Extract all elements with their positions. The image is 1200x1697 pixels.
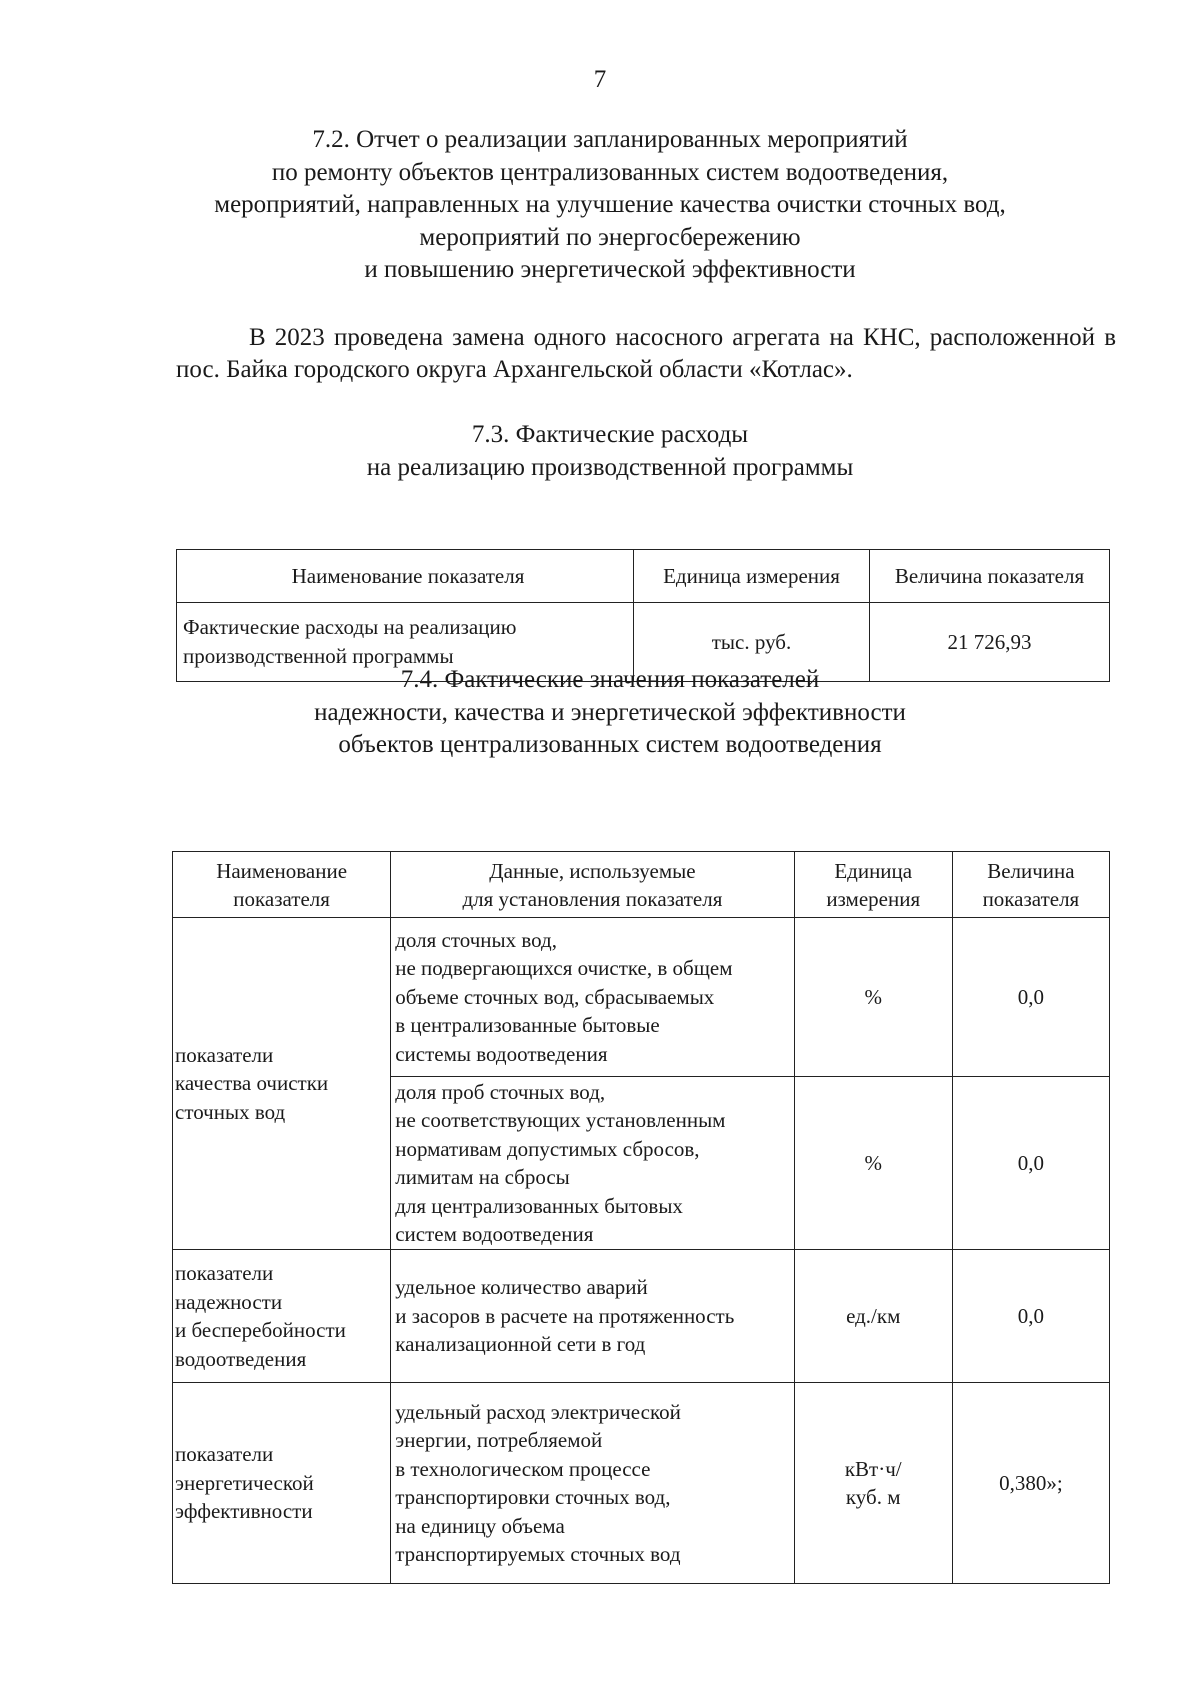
cell-line: на единицу объема	[395, 1513, 565, 1538]
unit-cell	[794, 1250, 952, 1383]
cell-line: и бесперебойности	[175, 1318, 346, 1342]
header-line: для установления показателя	[462, 886, 723, 911]
cell-line: лимитам на сбросы	[395, 1165, 570, 1189]
header-line: показателя	[982, 886, 1080, 911]
header-line: Величина	[987, 858, 1075, 883]
cell-line: энергии, потребляемой	[395, 1428, 603, 1452]
table-header-row	[173, 852, 1110, 918]
indicator-group-name	[173, 918, 391, 1250]
value-cell: 0,0	[952, 1250, 1109, 1383]
title-line: мероприятий, направленных на улучшение качества очистки сточных вод,	[214, 191, 1006, 218]
table-header-row	[177, 550, 1110, 603]
indicator-group-name	[173, 1250, 391, 1383]
cell-line: кВт·ч/	[844, 1456, 902, 1481]
unit-cell	[794, 1383, 952, 1584]
cell-line: водоотведения	[175, 1346, 307, 1371]
cell-line: %	[864, 1150, 882, 1175]
cell-line: показатели	[175, 1442, 274, 1467]
header-line: показателя	[233, 886, 330, 911]
title-line: 7.2. Отчет о реализации запланированных мероприятий	[312, 126, 908, 153]
unit-cell	[794, 918, 952, 1077]
header-line: измерения	[826, 886, 921, 911]
expenses-table	[176, 549, 1110, 682]
column-header	[173, 852, 391, 918]
cell-line: надежности	[175, 1289, 283, 1314]
cell-line: производственной программы	[183, 644, 454, 668]
cell-line: эффективности	[175, 1499, 313, 1524]
cell-line: в технологическом процессе	[395, 1456, 651, 1481]
section-7-2-title	[160, 124, 1060, 287]
header-line: Наименование	[216, 858, 348, 883]
cell-line: не соответствующих установленным	[395, 1108, 726, 1132]
cell-line: показатели	[175, 1042, 274, 1067]
title-line: 7.4. Фактические значения показателей	[400, 666, 820, 693]
indicator-group-name	[173, 1383, 391, 1584]
header-line: Единица	[834, 858, 913, 883]
column-header: Единица измерения	[633, 550, 869, 603]
title-line: на реализацию производственной программы	[366, 453, 854, 481]
cell-line: ед./км	[846, 1303, 901, 1328]
cell-line: доля проб сточных вод,	[395, 1079, 606, 1104]
cell-line: канализационной сети в год	[395, 1332, 646, 1357]
cell-line: %	[864, 984, 882, 1009]
cell-line: Фактические расходы на реализацию	[183, 615, 517, 639]
page-number: 7	[593, 66, 607, 93]
cell-line: доля сточных вод,	[395, 927, 557, 952]
indicators-table	[172, 851, 1110, 1584]
title-line: надежности, качества и энергетической эффективности	[314, 698, 906, 726]
title-line: мероприятий по энергосбережению	[419, 223, 801, 251]
indicator-data-cell	[391, 1383, 794, 1584]
table-row	[173, 1250, 1110, 1383]
unit-cell	[794, 1077, 952, 1250]
cell-line: для централизованных бытовых	[395, 1193, 683, 1218]
cell-line: удельное количество аварий	[395, 1275, 648, 1300]
section-7-2-paragraph: В 2023 проведена замена одного насосного агрегата на КНС, расположенной в пос. Байка городского округа Архангельской области «Котлас».	[176, 324, 1116, 383]
title-line: объектов централизованных систем водоотведения	[338, 731, 882, 758]
column-header	[794, 852, 952, 918]
table-row	[173, 918, 1110, 1077]
indicator-data-cell	[391, 1077, 794, 1250]
value-cell: 0,380»;	[952, 1383, 1109, 1584]
cell-line: транспортируемых сточных вод	[395, 1542, 681, 1566]
column-header	[952, 852, 1109, 918]
cell-line: и засоров в расчете на протяженность	[395, 1303, 735, 1328]
cell-line: не подвергающихся очистке, в общем	[395, 956, 733, 981]
cell-line: энергетической	[175, 1470, 314, 1495]
indicator-data-cell	[391, 918, 794, 1077]
table-row	[173, 1383, 1110, 1584]
indicator-data-cell	[391, 1250, 794, 1383]
cell-line: качества очистки	[175, 1071, 329, 1096]
cell-line: сточных вод	[175, 1099, 286, 1124]
cell-line: куб. м	[845, 1485, 901, 1509]
cell-line: нормативам допустимых сбросов,	[395, 1136, 700, 1161]
cell-line: показатели	[175, 1261, 274, 1285]
value-cell: 21 726,93	[869, 603, 1109, 682]
title-line: 7.3. Фактические расходы	[471, 421, 749, 448]
section-7-4-title	[160, 664, 1060, 762]
cell-line: удельный расход электрической	[395, 1399, 681, 1424]
cell-line: в централизованные бытовые	[395, 1013, 660, 1038]
column-header	[391, 852, 794, 918]
cell-line: транспортировки сточных вод,	[395, 1485, 671, 1509]
column-header: Величина показателя	[869, 550, 1109, 603]
unit-cell: тыс. руб.	[633, 603, 869, 682]
cell-line: системы водоотведения	[395, 1041, 608, 1066]
title-line: и повышению энергетической эффективности	[364, 256, 856, 283]
section-7-3-title	[160, 419, 1060, 484]
cell-line: объеме сточных вод, сбрасываемых	[395, 984, 715, 1009]
column-header: Наименование показателя	[177, 550, 634, 603]
cell-line: систем водоотведения	[395, 1222, 594, 1246]
value-cell: 0,0	[952, 1077, 1109, 1250]
header-line: Данные, используемые	[489, 858, 696, 883]
title-line: по ремонту объектов централизованных систем водоотведения,	[271, 158, 949, 186]
value-cell: 0,0	[952, 918, 1109, 1077]
